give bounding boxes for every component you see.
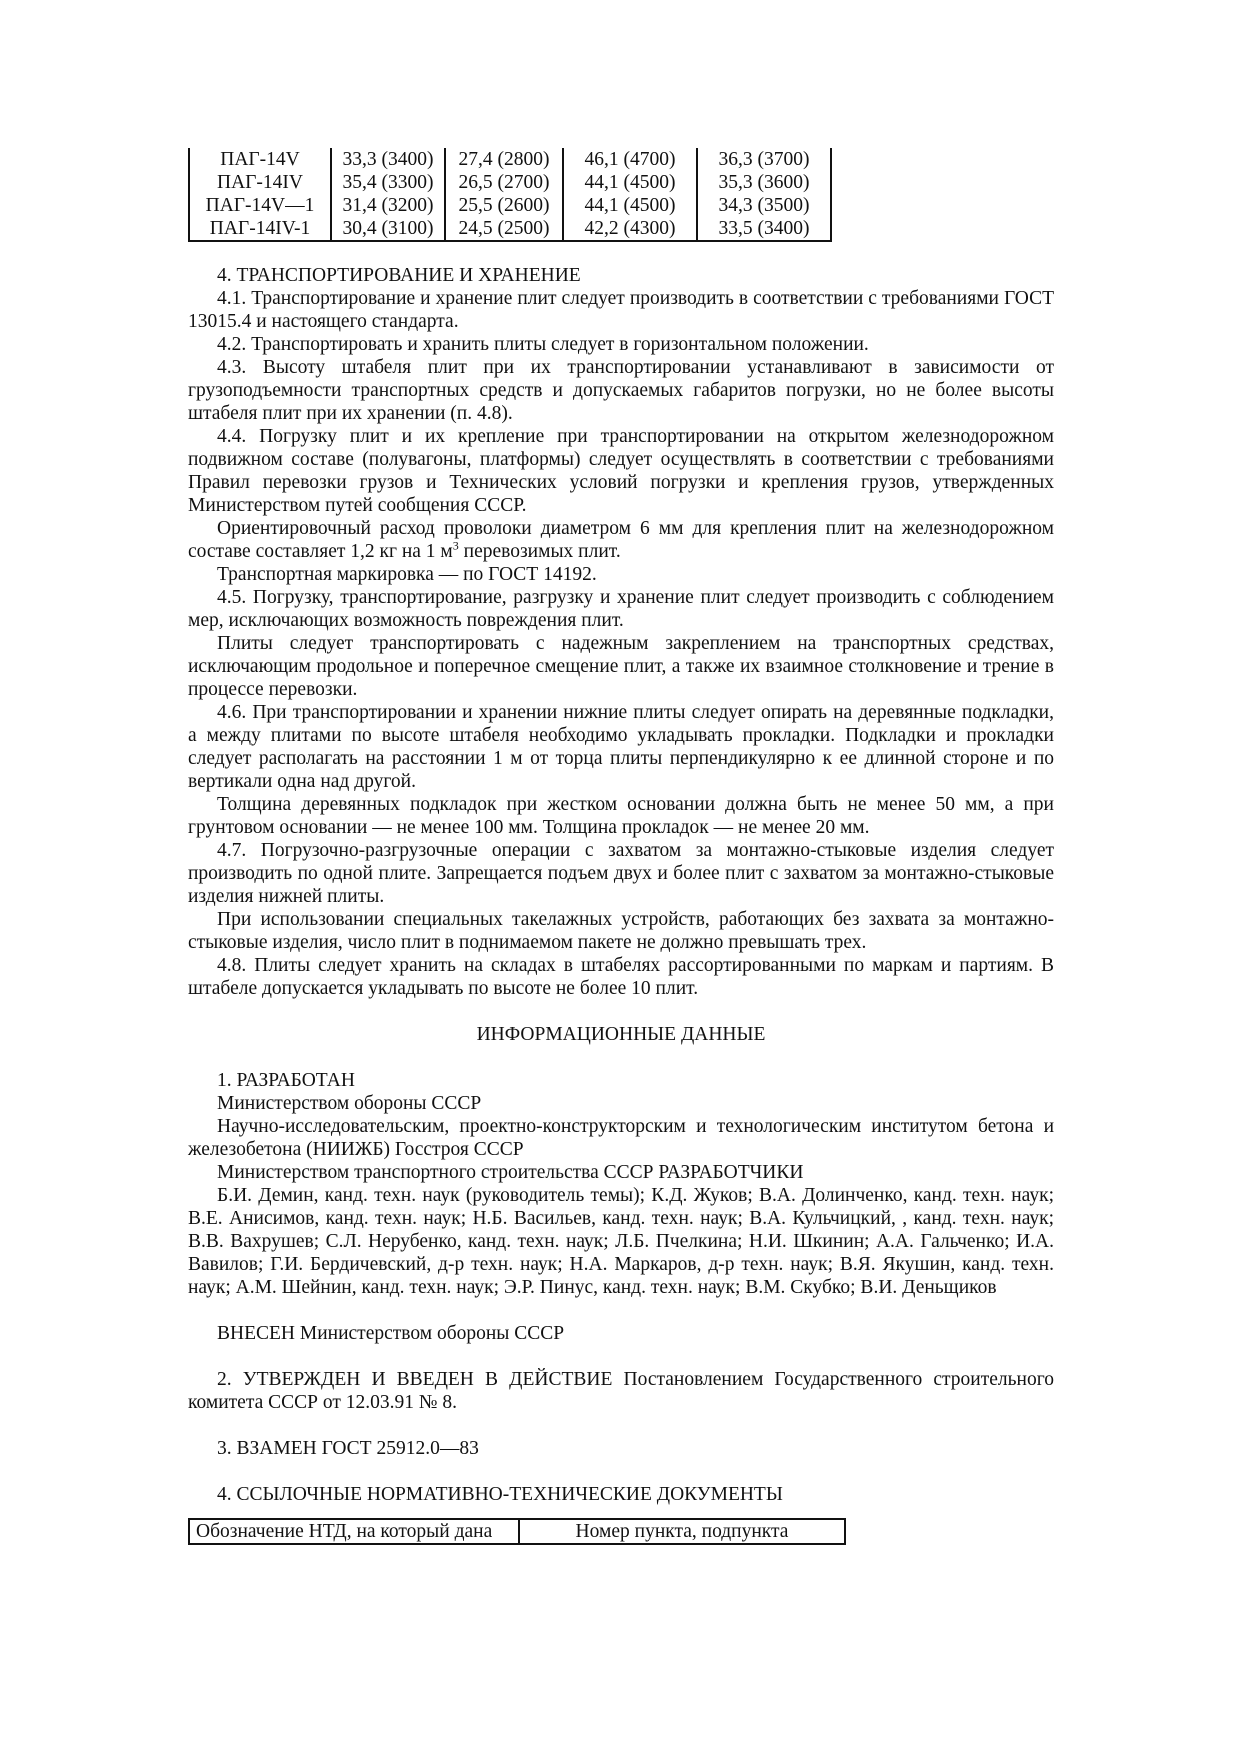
info-item-1c: Министерством транспортного строительства СССР РАЗРАБОТЧИКИ	[217, 1162, 804, 1183]
info-item-4: 4. ССЫЛОЧНЫЕ НОРМАТИВНО-ТЕХНИЧЕСКИЕ ДОКУМЕНТЫ	[217, 1484, 783, 1505]
paragraph-4-2: 4.2. Транспортировать и хранить плиты следует в горизонтальном положении.	[217, 334, 869, 355]
table-row	[189, 194, 831, 217]
table-cell: 33,5 (3400)	[697, 217, 831, 241]
info-item-1a: Министерством обороны СССР	[217, 1093, 482, 1114]
table-row	[189, 217, 831, 241]
table-cell: 36,3 (3700)	[697, 148, 831, 171]
table-cell: 31,4 (3200)	[331, 194, 445, 217]
table-cell: ПАГ-14IV	[189, 171, 331, 194]
table-row	[189, 148, 831, 171]
table-header-cell: Номер пункта, подпункта	[519, 1519, 845, 1544]
wire-text-end: перевозимых плит.	[458, 541, 621, 562]
document-body	[188, 264, 1054, 1506]
table-cell: 35,4 (3300)	[331, 171, 445, 194]
table-header-row	[189, 1519, 845, 1544]
paragraph-4-3: 4.3. Высоту штабеля плит при их транспортировании устанавливают в зависимости от грузоподъемности транспортных средств и допускаемых габаритов погрузки, но не более высоты штабеля плит при их хранении (п. 4.8).	[188, 357, 1054, 424]
paragraph-4-7: 4.7. Погрузочно-разгрузочные операции с захватом за монтажно-стыковые изделия следует производить по одной плите. Запрещается подъем двух и более плит с захватом за монтажно-стыковые изделия нижней плиты.	[188, 840, 1054, 907]
table-cell: 35,3 (3600)	[697, 171, 831, 194]
wire-text: Ориентировочный расход проволоки диаметром 6 мм для крепления плит на железнодорожном составе составляет 1,2 кг на 1 м	[188, 518, 1054, 562]
table-cell: 44,1 (4500)	[563, 194, 697, 217]
table-cell: 27,4 (2800)	[445, 148, 563, 171]
table-cell: 25,5 (2600)	[445, 194, 563, 217]
paragraph-4-6: 4.6. При транспортировании и хранении нижние плиты следует опирать на деревянные подкладки, а между плитами по высоте штабеля необходимо укладывать прокладки. Подкладки и прокладки следует располагать на расстоянии 1 м от торца плиты перпендикулярно к ее длинной стороне и по вертикали одна над другой.	[188, 702, 1054, 792]
table-cell: 26,5 (2700)	[445, 171, 563, 194]
table-cell: ПАГ-14V—1	[189, 194, 331, 217]
paragraph-4-8: 4.8. Плиты следует хранить на складах в штабелях рассортированными по маркам и партиям. В штабеле допускается укладывать по высоте не более 10 плит.	[188, 955, 1054, 999]
table-cell: 24,5 (2500)	[445, 217, 563, 241]
info-item-2: 2. УТВЕРЖДЕН И ВВЕДЕН В ДЕЙСТВИЕ Постановлением Государственного строительного комитета СССР от 12.03.91 № 8.	[188, 1369, 1054, 1413]
table-cell: 33,3 (3400)	[331, 148, 445, 171]
table-cell: 46,1 (4700)	[563, 148, 697, 171]
paragraph-4-6b: Толщина деревянных подкладок при жестком основании должна быть не менее 50 мм, а при грунтовом основании — не менее 100 мм. Толщина прокладок — не менее 20 мм.	[188, 794, 1054, 838]
paragraph-4-7b: При использовании специальных такелажных устройств, работающих без захвата за монтажно-стыковые изделия, число плит в поднимаемом пакете не должно превышать трех.	[188, 909, 1054, 953]
table-cell: ПАГ-14V	[189, 148, 331, 171]
table-row	[189, 171, 831, 194]
table-cell: 42,2 (4300)	[563, 217, 697, 241]
info-item-3: 3. ВЗАМЕН ГОСТ 25912.0—83	[217, 1438, 479, 1459]
table-cell: ПАГ-14IV-1	[189, 217, 331, 241]
section-heading: 4. ТРАНСПОРТИРОВАНИЕ И ХРАНЕНИЕ	[217, 265, 581, 286]
info-heading: ИНФОРМАЦИОННЫЕ ДАННЫЕ	[476, 1024, 766, 1045]
document-page	[188, 148, 1054, 1545]
paragraph-4-5: 4.5. Погрузку, транспортирование, разгрузку и хранение плит следует производить с соблюдением мер, исключающих возможность повреждения плит.	[188, 587, 1054, 631]
strength-table	[188, 148, 832, 242]
table-cell: 34,3 (3500)	[697, 194, 831, 217]
table-header-cell: Обозначение НТД, на который дана	[189, 1519, 519, 1544]
paragraph-4-1: 4.1. Транспортирование и хранение плит следует производить в соответствии с требованиями ГОСТ 13015.4 и настоящего стандарта.	[188, 288, 1054, 332]
paragraph-4-5b: Плиты следует транспортировать с надежным закреплением на транспортных средствах, исключающим продольное и поперечное смещение плит, а также их взаимное столкновение и трение в процессе перевозки.	[188, 633, 1054, 700]
info-vnesen: ВНЕСЕН Министерством обороны СССР	[217, 1323, 565, 1344]
paragraph-4-4: 4.4. Погрузку плит и их крепление при транспортировании на открытом железнодорожном подвижном составе (полувагоны, платформы) следует осуществлять в соответствии с требованиями Правил перевозки грузов и Технических условий погрузки и крепления грузов, утвержденных Министерством путей сообщения СССР.	[188, 426, 1054, 516]
reference-table	[188, 1518, 846, 1545]
info-item-1b: Научно-исследовательским, проектно-конструкторским и технологическим институтом бетона и железобетона (НИИЖБ) Госстроя СССР	[188, 1116, 1054, 1160]
table-cell: 44,1 (4500)	[563, 171, 697, 194]
paragraph-marking: Транспортная маркировка — по ГОСТ 14192.	[217, 564, 597, 585]
developers-list: Б.И. Демин, канд. техн. наук (руководитель темы); К.Д. Жуков; В.А. Долинченко, канд. техн. наук; В.Е. Анисимов, канд. техн. наук; Н.Б. Васильев, канд. техн. наук; В.А. Кульчицкий, , канд. техн. наук; В.В. Вахрушев; С.Л. Нерубенко, канд. техн. наук; Л.Б. Пчелкина; Н.И. Шкинин; А.А. Гальченко; И.А. Вавилов; Г.И. Бердичевский, д-р техн. наук; Н.А. Маркаров, д-р техн. наук; В.Я. Якушин, канд. техн. наук; А.М. Шейнин, канд. техн. наук; Э.Р. Пинус, канд. техн. наук; В.М. Скубко; В.И. Деньщиков	[188, 1185, 1054, 1298]
info-item-1: 1. РАЗРАБОТАН	[217, 1070, 355, 1091]
table-cell: 30,4 (3100)	[331, 217, 445, 241]
paragraph-wire-consumption	[188, 517, 1054, 563]
cubic-superscript: 3	[452, 538, 459, 553]
